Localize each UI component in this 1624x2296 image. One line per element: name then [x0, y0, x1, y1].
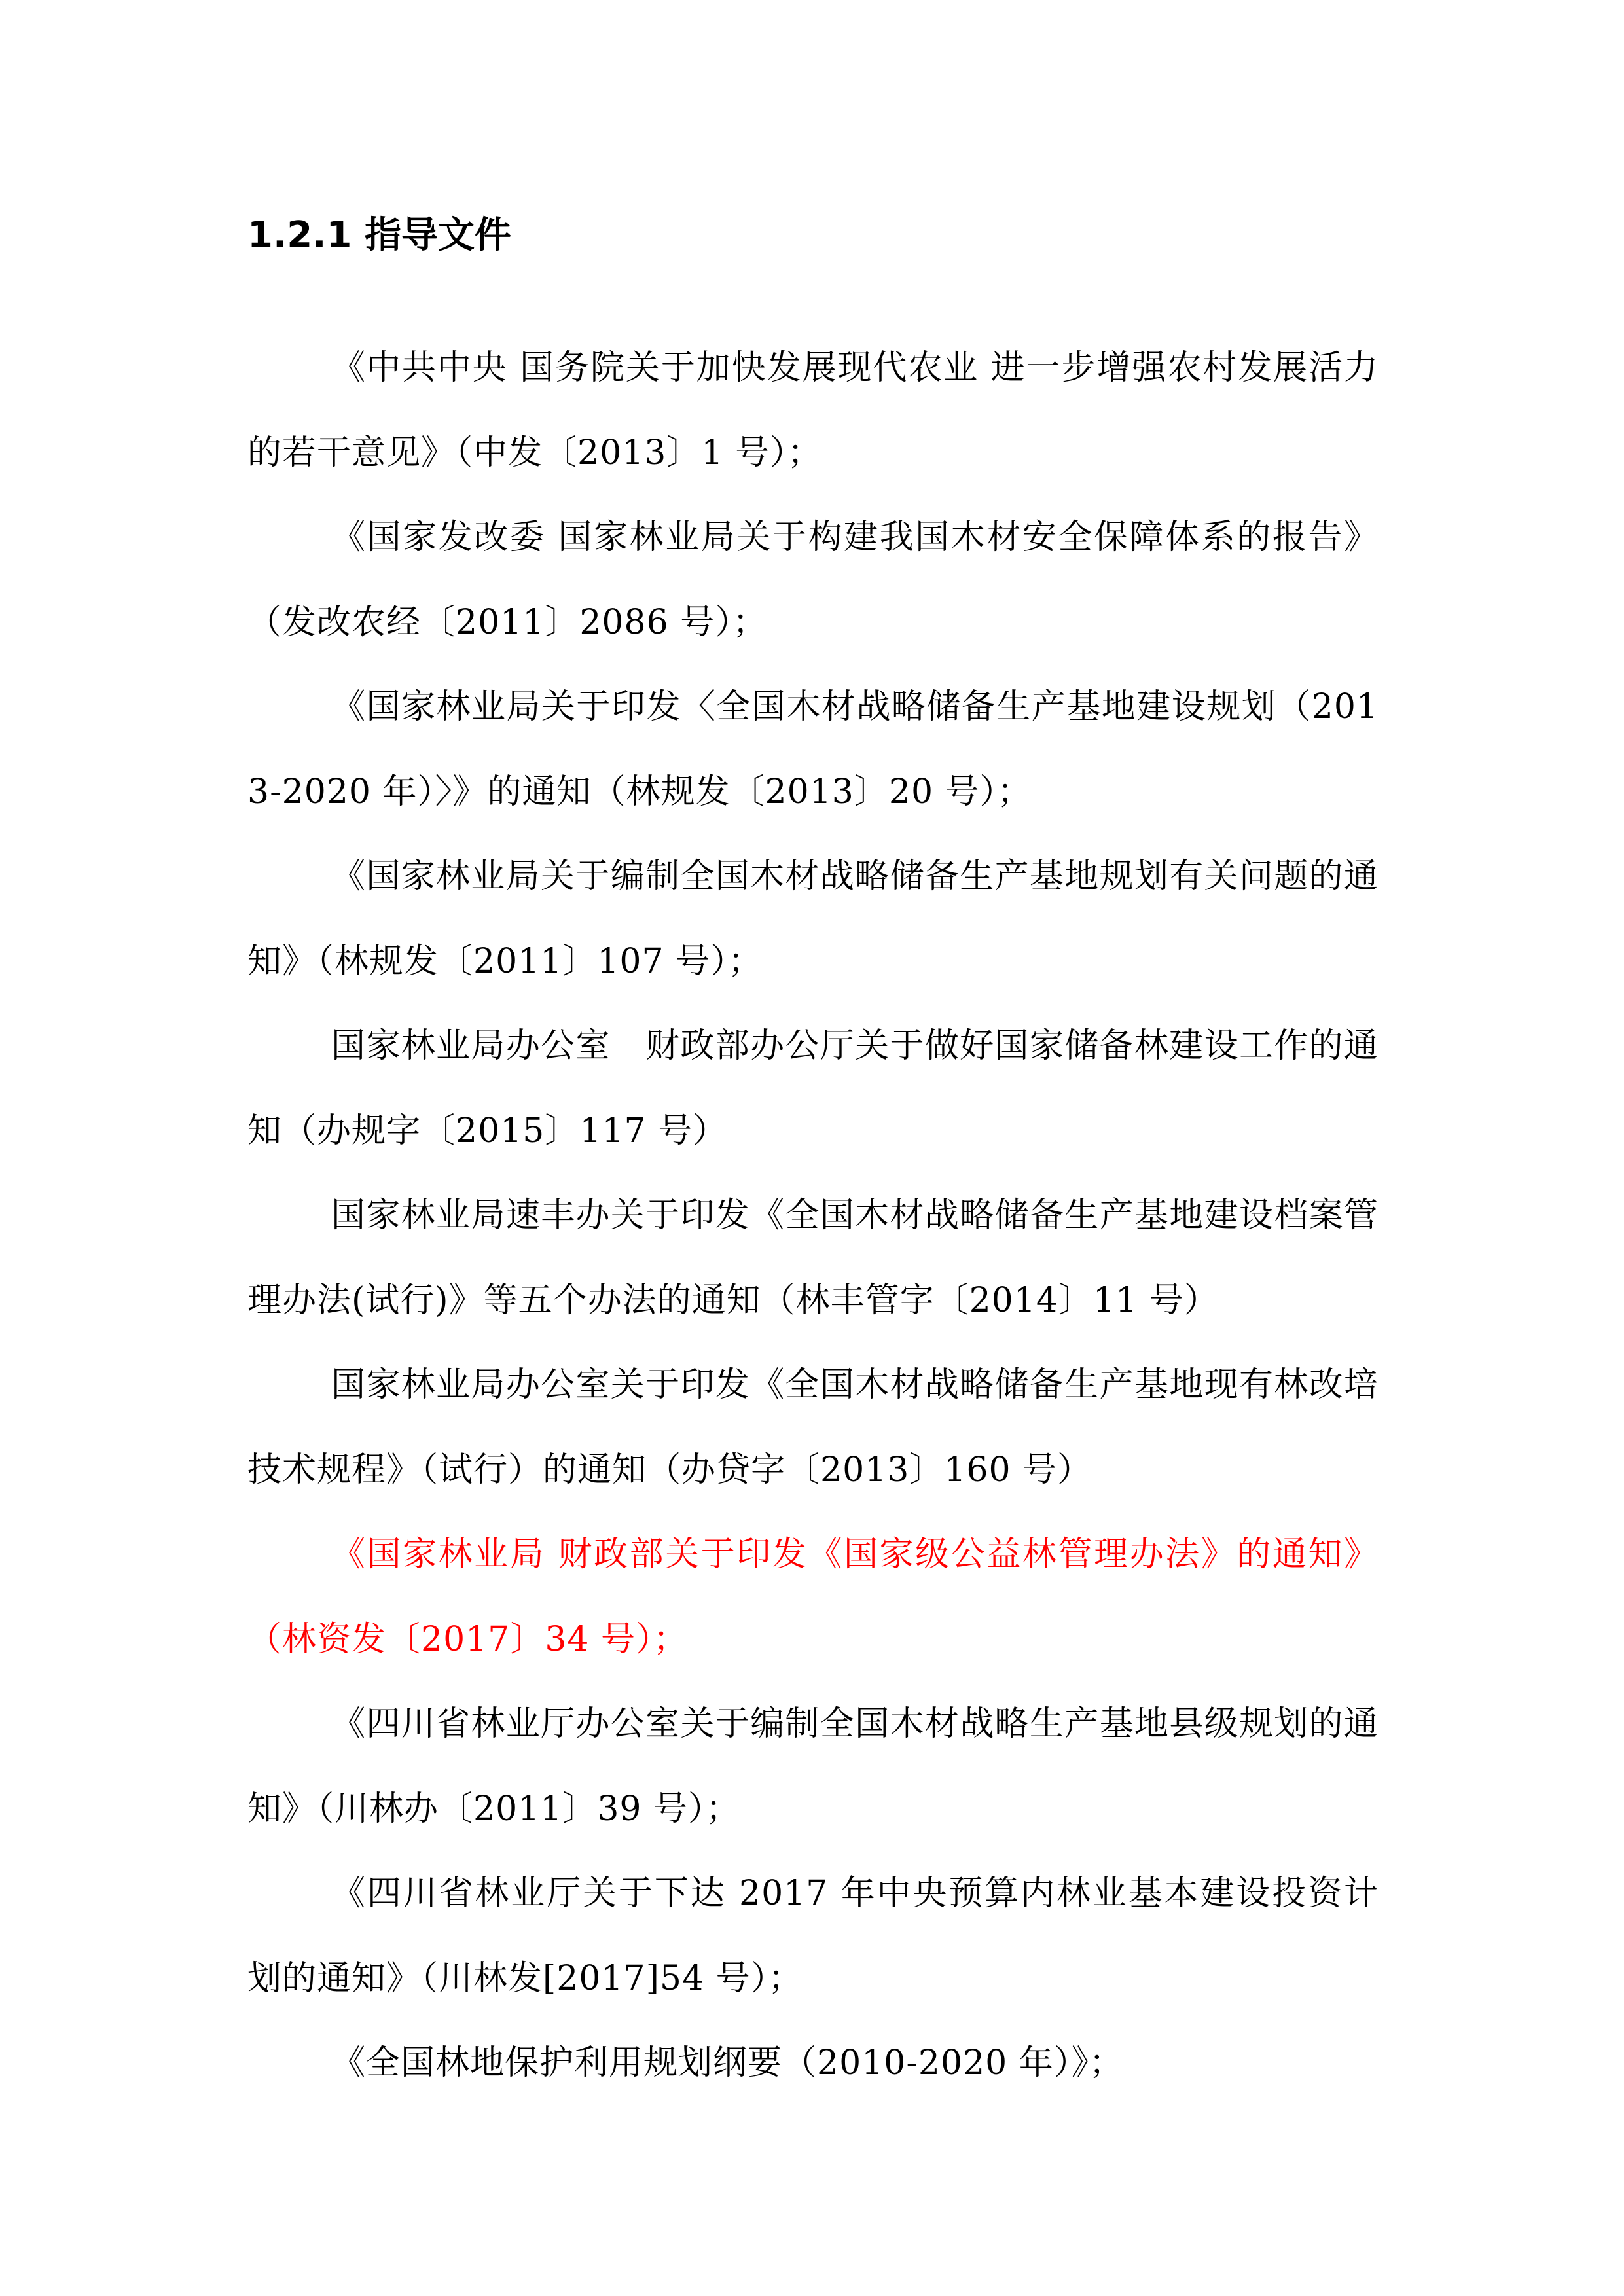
guiding-documents-list [247, 326, 1379, 2106]
document-item: 《国家林业局关于印发〈全国木材战略储备生产基地建设规划（2013-2020 年）〉》的通知（林规发〔2013〕20 号）； [247, 687, 1379, 812]
document-item: 国家林业局办公室关于印发《全国木材战略储备生产基地现有林改培技术规程》（试行）的通知（办贷字〔2013〕160 号） [247, 1365, 1379, 1490]
document-item: 国家林业局办公室 财政部办公厅关于做好国家储备林建设工作的通知（办规字〔2015〕117 号） [247, 1026, 1379, 1151]
document-item: 《国家林业局关于编制全国木材战略储备生产基地规划有关问题的通知》（林规发〔2011〕107 号）； [247, 857, 1379, 981]
document-item: 《四川省林业厅办公室关于编制全国木材战略生产基地县级规划的通知》（川林办〔2011〕39 号）； [247, 1704, 1379, 1829]
document-item-highlighted: 《国家林业局 财政部关于印发《国家级公益林管理办法》的通知》（林资发〔2017〕34 号）； [247, 1535, 1379, 1659]
document-item: 《国家发改委 国家林业局关于构建我国木材安全保障体系的报告》（发改农经〔2011〕2086 号）； [247, 518, 1379, 642]
section-heading: 1.2.1 指导文件 [247, 214, 511, 257]
document-item: 国家林业局速丰办关于印发《全国木材战略储备生产基地建设档案管理办法(试行)》等五个办法的通知（林丰管字〔2014〕11 号） [247, 1196, 1379, 1320]
document-item: 《全国林地保护利用规划纲要（2010-2020 年）》； [331, 2043, 1124, 2083]
document-item: 《四川省林业厅关于下达 2017 年中央预算内林业基本建设投资计划的通知》（川林发[2017]54 号）； [247, 1874, 1379, 1998]
document-item: 《中共中央 国务院关于加快发展现代农业 进一步增强农村发展活力的若干意见》（中发〔2013〕1 号）； [247, 348, 1379, 473]
